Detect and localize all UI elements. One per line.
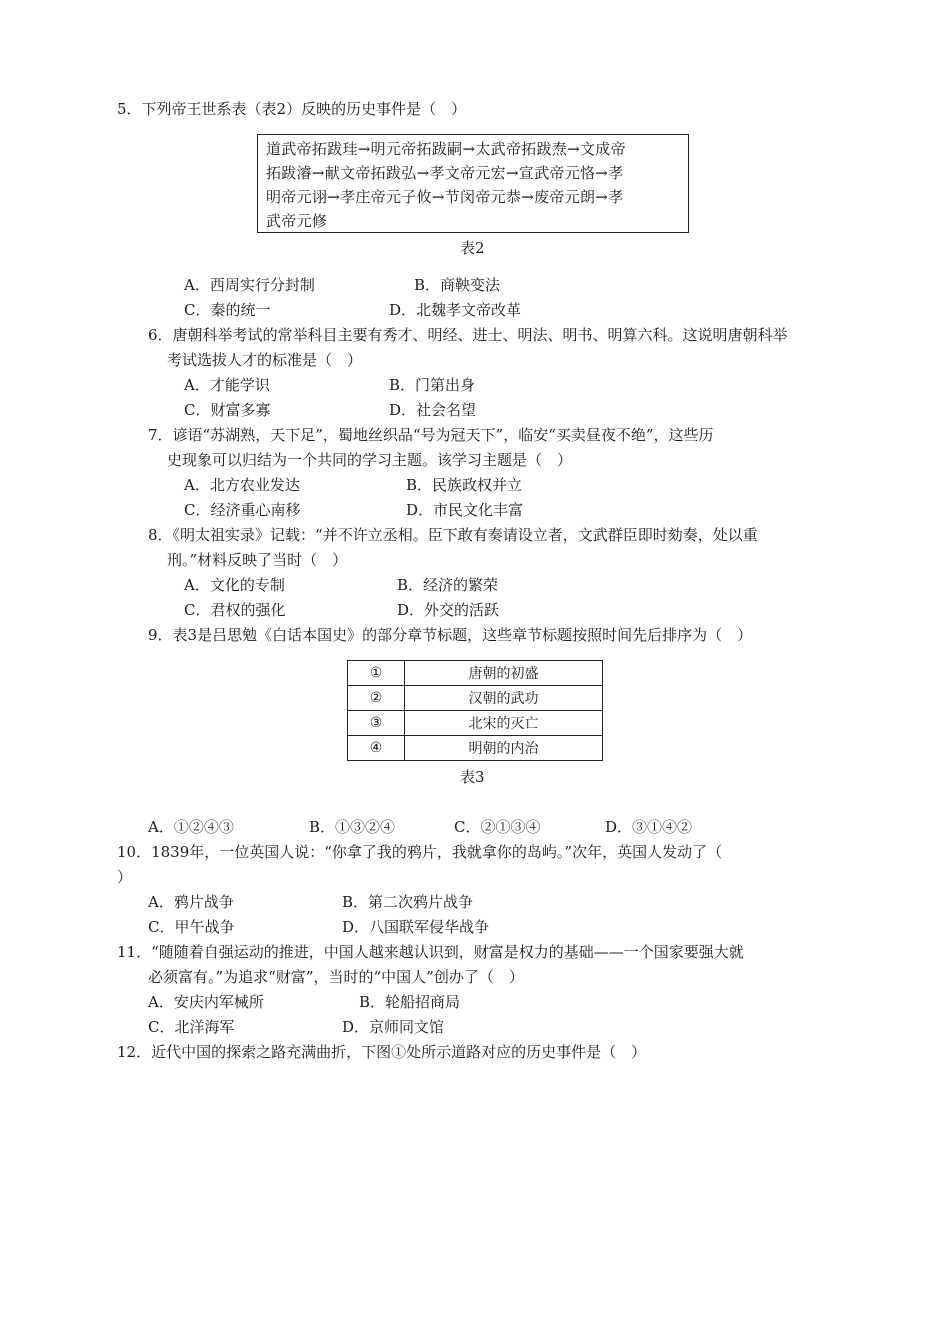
q8-option-d[interactable]: D．外交的活跃 [397,601,500,619]
row-number: ② [348,686,405,711]
q7-option-b[interactable]: B．民族政权并立 [406,476,523,494]
q10-stem-cont: ） [117,868,133,886]
q6-option-b[interactable]: B．门第出身 [389,376,476,394]
table3-caption: 表3 [460,768,485,786]
q8-option-b[interactable]: B．经济的繁荣 [397,576,499,594]
q7-option-c[interactable]: C．经济重心南移 [184,501,301,519]
q5-stem: 5．下列帝王世系表（表2）反映的历史事件是（ ） [117,100,467,118]
q8-option-c[interactable]: C．君权的强化 [184,601,286,619]
q11-option-c[interactable]: C．北洋海军 [148,1018,235,1036]
table-row [348,736,603,761]
q9-option-b[interactable]: B．①③②④ [309,818,396,836]
q10-option-c[interactable]: C．甲午战争 [148,918,235,936]
q6-stem-cont: 考试选拔人才的标准是（ ） [167,351,363,369]
q5-option-b[interactable]: B．商鞅变法 [414,276,501,294]
q6-option-c[interactable]: C．财富多寡 [184,401,271,419]
q6-stem: 6．唐朝科举考试的常举科目主要有秀才、明经、进士、明法、明书、明算六科。这说明唐朝科举 [148,326,788,344]
chapter-title: 汉朝的武功 [405,686,603,711]
chapter-title: 唐朝的初盛 [405,661,603,686]
q12-stem: 12．近代中国的探索之路充满曲折，下图①处所示道路对应的历史事件是（ ） [117,1043,647,1061]
q11-option-d[interactable]: D．京师同文馆 [342,1018,445,1036]
table-row [348,661,603,686]
row-number: ③ [348,711,405,736]
q8-stem-cont: 刑。”材料反映了当时（ ） [167,551,348,569]
table-row [348,711,603,736]
q8-stem: 8．《明太祖实录》记载：“并不许立丞相。臣下敢有奏请设立者，文武群臣即时劾奏，处以重 [148,526,758,544]
dynasty-table-line: 武帝元修 [266,212,328,230]
q10-option-b[interactable]: B．第二次鸦片战争 [342,893,474,911]
q11-stem-cont: 必须富有。”为追求“财富”，当时的“中国人”创办了（ ） [148,968,524,986]
dynasty-table-line: 拓跋濬→献文帝拓跋弘→孝文帝元宏→宣武帝元恪→孝 [266,164,624,182]
q10-option-d[interactable]: D．八国联军侵华战争 [342,918,490,936]
q7-option-d[interactable]: D．市民文化丰富 [406,501,524,519]
q10-option-a[interactable]: A．鸦片战争 [148,893,234,911]
q5-option-a[interactable]: A．西周实行分封制 [184,276,315,294]
table2-caption: 表2 [460,239,485,257]
q11-option-b[interactable]: B．轮船招商局 [359,993,461,1011]
q8-option-a[interactable]: A．文化的专制 [184,576,285,594]
row-number: ④ [348,736,405,761]
q11-option-a[interactable]: A．安庆内军械所 [148,993,264,1011]
q9-option-d[interactable]: D．③①④② [605,818,693,836]
row-number: ① [348,661,405,686]
dynasty-table-line: 道武帝拓跋珪→明元帝拓跋嗣→太武帝拓跋焘→文成帝 [266,140,626,158]
q9-option-c[interactable]: C．②①③④ [454,818,541,836]
q7-stem-cont: 史现象可以归结为一个共同的学习主题。该学习主题是（ ） [167,451,573,469]
q6-option-a[interactable]: A．才能学识 [184,376,270,394]
q7-option-a[interactable]: A．北方农业发达 [184,476,300,494]
table-row [348,686,603,711]
q5-option-c[interactable]: C．秦的统一 [184,301,271,319]
q9-option-a[interactable]: A．①②④③ [148,818,234,836]
q6-option-d[interactable]: D．社会名望 [389,401,477,419]
dynasty-table-line: 明帝元诩→孝庄帝元子攸→节闵帝元恭→废帝元朗→孝 [266,188,624,206]
chapter-table [347,660,603,761]
q10-stem: 10．1839年，一位英国人说：“你拿了我的鸦片，我就拿你的岛屿。”次年，英国人发动了（ [117,843,723,861]
q5-option-d[interactable]: D．北魏孝文帝改革 [389,301,522,319]
chapter-title: 北宋的灭亡 [405,711,603,736]
dynasty-table [257,134,689,233]
q11-stem: 11．“随随着自强运动的推进，中国人越来越认识到，财富是权力的基础——一个国家要强大就 [117,943,744,961]
q7-stem: 7．谚语“苏湖熟，天下足”，蜀地丝织品“号为冠天下”，临安“买卖昼夜不绝”，这些历 [148,426,714,444]
q9-stem: 9．表3是吕思勉《白话本国史》的部分章节标题，这些章节标题按照时间先后排序为（ ） [148,626,753,644]
chapter-title: 明朝的内治 [405,736,603,761]
